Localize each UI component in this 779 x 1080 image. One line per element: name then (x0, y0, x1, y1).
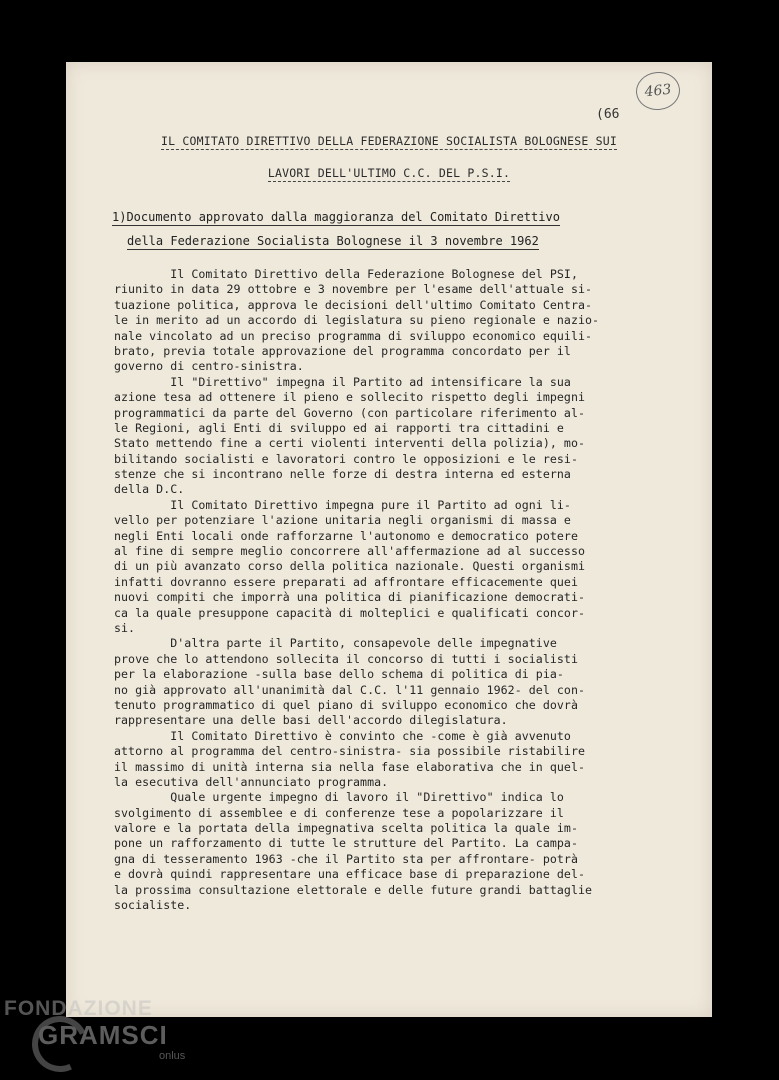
archive-stamp: 463 (634, 70, 682, 112)
body-line: infatti dovranno essere preparati ad affrontare efficacemente quei (114, 574, 578, 589)
body-line: brato, previa totale approvazione del programma concordato per il (114, 343, 571, 358)
body-line: gna di tesseramento 1963 -che il Partito sta per affrontare- potrà (114, 851, 578, 866)
body-line: governo di centro-sinistra. (114, 359, 304, 374)
body-line: le Regioni, agli Enti di sviluppo ed ai rapporti tra cittadini e (114, 420, 564, 435)
watermark-top-text: FONDAZIONE (4, 997, 153, 1020)
body-line: il massimo di unità interna sia nella fase elaborativa che in quel- (114, 759, 586, 774)
document-body (114, 267, 684, 913)
body-line: tenuto programmatico di quel piano di sviluppo economico che dovrà (114, 697, 578, 712)
body-line: Quale urgente impegno di lavoro il "Direttivo" indica lo (114, 790, 564, 805)
body-line: Il Comitato Direttivo della Federazione Bolognese del PSI, (114, 267, 578, 281)
body-line: negli Enti locali onde rafforzarne l'autonomo e democratico potere (114, 528, 578, 543)
body-line: D'altra parte il Partito, consapevole delle impegnative (114, 636, 557, 651)
body-line: no già approvato all'unanimità dal C.C. l'11 gennaio 1962- del con- (114, 682, 586, 697)
document-subtitle-line-1: 1)Documento approvato dalla maggioranza del Comitato Direttivo (112, 210, 560, 224)
document-title-line-1: IL COMITATO DIRETTIVO DELLA FEDERAZIONE SOCIALISTA BOLOGNESE SUI (161, 134, 617, 148)
watermark-logo (4, 992, 194, 1072)
body-line: e dovrà quindi rappresentare una efficace base di preparazione del- (114, 867, 586, 882)
body-line: rappresentare una delle basi dell'accordo dilegislatura. (114, 713, 508, 728)
body-line: riunito in data 29 ottobre e 3 novembre per l'esame dell'attuale si- (114, 282, 593, 297)
body-line: valore e la portata della impegnativa scelta politica la quale im- (114, 821, 578, 836)
body-line: svolgimento di assemblee e di conferenze tese a popolarizzare il (114, 805, 564, 820)
body-line: pone un rafforzamento di tutte le strutture del Partito. La campa- (114, 836, 578, 851)
body-line: per la elaborazione -sulla base dello schema di politica di pia- (114, 667, 564, 682)
body-line: nale vincolato ad un preciso programma di sviluppo economico equili- (114, 328, 593, 343)
body-line: le in merito ad un accordo di legislatura su pieno regionale e nazio- (114, 313, 600, 328)
body-line: tuazione politica, approva le decisioni dell'ultimo Comitato Centra- (114, 297, 593, 312)
body-line: della D.C. (114, 482, 185, 497)
body-line: nuovi compiti che imporrà una politica di pianificazione democrati- (114, 590, 586, 605)
document-title-line-2: LAVORI DELL'ULTIMO C.C. DEL P.S.I. (267, 166, 511, 180)
body-line: azione tesa ad ottenere il pieno e sollecito rispetto degli impegni (114, 390, 586, 405)
body-line: Il "Direttivo" impegna il Partito ad intensificare la sua (114, 374, 571, 389)
body-line: Il Comitato Direttivo impegna pure il Partito ad ogni li- (114, 497, 571, 512)
body-line: Il Comitato Direttivo è convinto che -come è già avvenuto (114, 728, 571, 743)
body-line: la esecutiva dell'annunciato programma. (114, 774, 389, 789)
document-subtitle-line-2: della Federazione Socialista Bolognese il 3 novembre 1962 (127, 234, 539, 248)
page-reference: (66 (596, 107, 620, 122)
body-line: vello per potenziare l'azione unitaria negli organismi di massa e (114, 513, 571, 528)
body-line: la prossima consultazione elettorale e delle future grandi battaglie (114, 882, 593, 897)
body-line: Stato mettendo fine a certi violenti interventi della polizia), mo- (114, 436, 586, 451)
body-line: attorno al programma del centro-sinistra- sia possibile ristabilire (114, 744, 586, 759)
watermark-sub-text: onlus (159, 1050, 186, 1062)
body-line: socialiste. (114, 898, 192, 913)
body-line: bilitando socialisti e lavoratori contro le opposizioni e le resi- (114, 451, 578, 466)
watermark-main-text: GRAMSCI (38, 1020, 168, 1050)
body-line: prove che lo attendono sollecita il concorso di tutti i socialisti (114, 651, 578, 666)
body-line: stenze che si incontrano nelle forze di destra interna ed esterna (114, 467, 571, 482)
body-line: programmatici da parte del Governo (con particolare riferimento al- (114, 405, 586, 420)
body-line: al fine di sempre meglio concorrere all'affermazione ad al successo (114, 544, 586, 559)
body-line: ca la quale presuppone capacità di molteplici e qualificati concor- (114, 605, 586, 620)
body-line: si. (114, 620, 136, 635)
body-line: di un più avanzato corso della politica nazionale. Questi organismi (114, 559, 586, 574)
document-page (66, 62, 712, 1017)
